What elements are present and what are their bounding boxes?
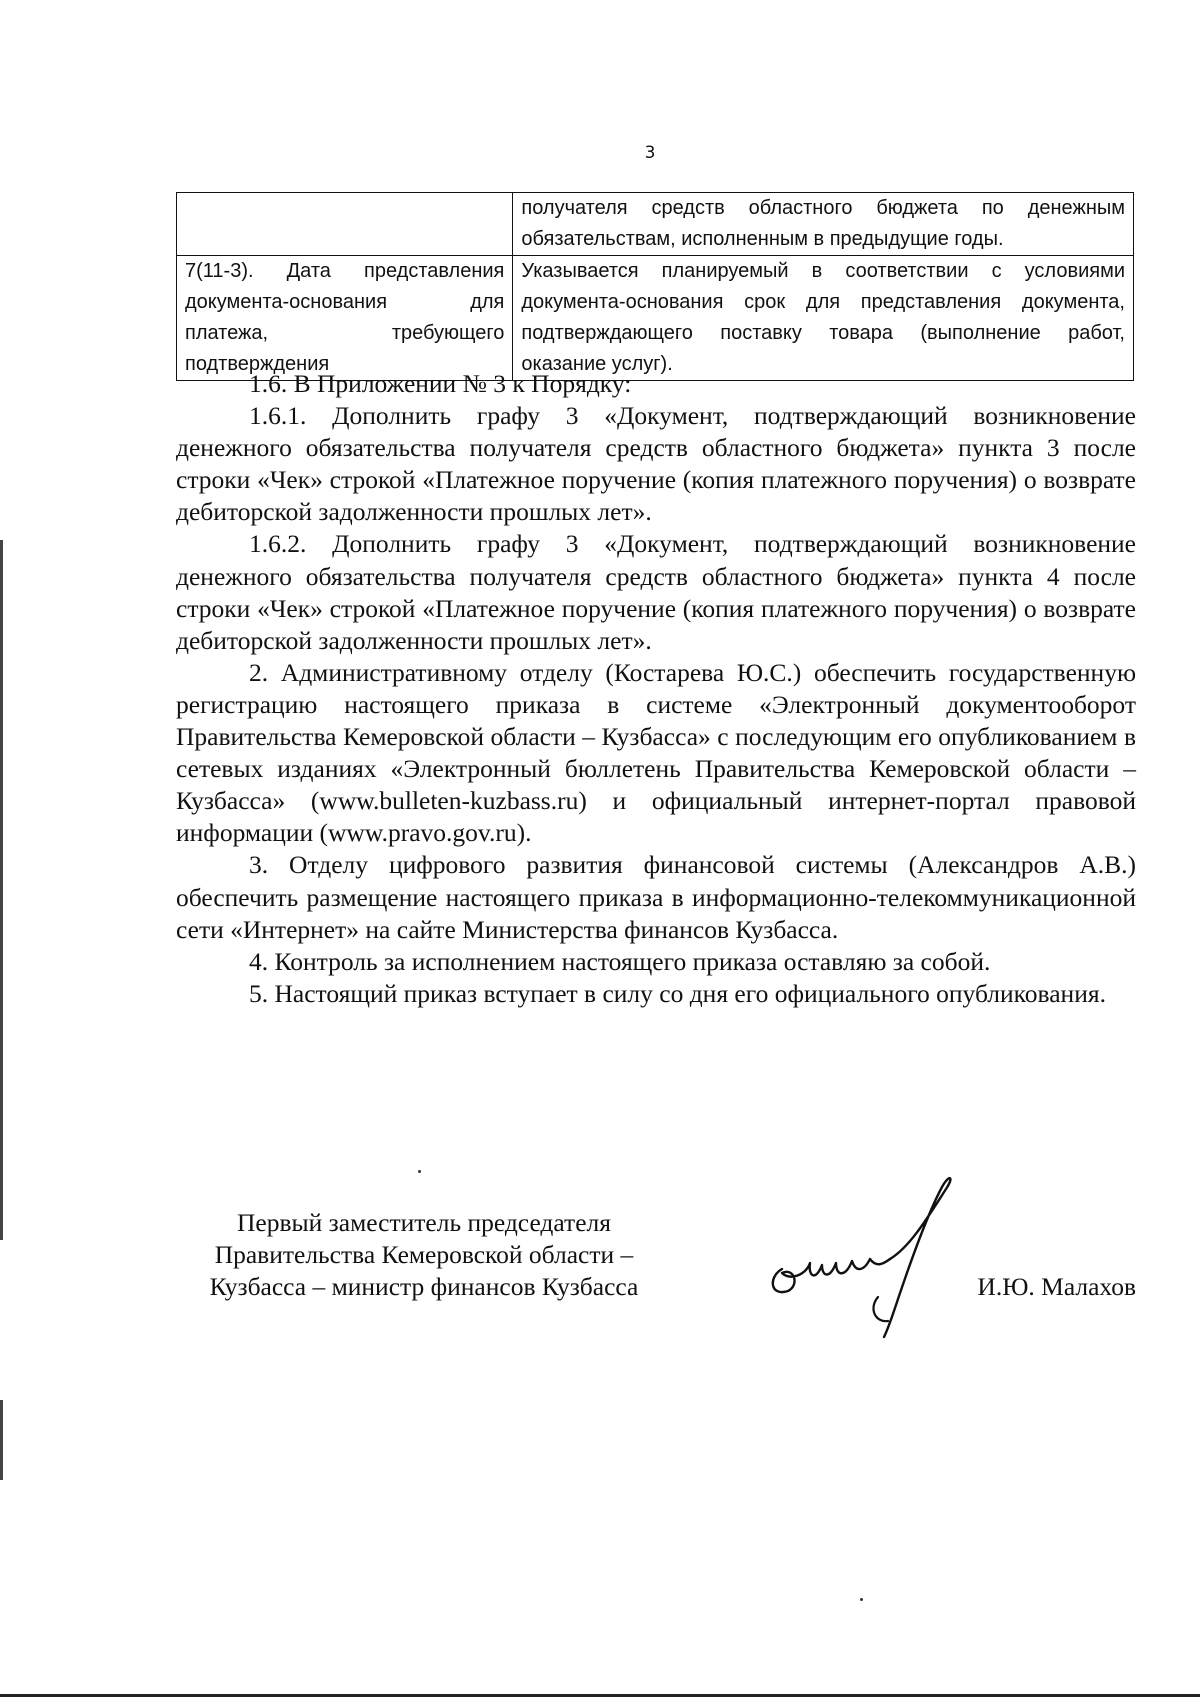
paragraph-5: 5. Настоящий приказ вступает в силу со дня его официального опубликования.: [249, 978, 1106, 1008]
paragraph-1-6: 1.6. В Приложении № 3 к Порядку:: [249, 369, 632, 398]
paragraph-1-6-1: 1.6.1. Дополнить графу 3 «Документ, подтверждающий возникновение денежного обязательства получателя средств областного бюджета» пункта 3 после строки «Чек» строкой «Платежное поручение (копия платежного поручения) о возврате дебиторской задолженности прошлых лет».: [176, 401, 1136, 527]
document-body: [176, 368, 1136, 1010]
paragraph-4: 4. Контроль за исполнением настоящего приказа оставляю за собой.: [249, 946, 991, 976]
signature-block: [176, 1207, 1136, 1347]
signer-position-line: Правительства Кемеровской области –: [214, 1240, 634, 1269]
signer-position: [184, 1207, 664, 1303]
table-row: [177, 256, 1134, 381]
table-cell-description: Указывается планируемый в соответствии с условиями документа-основания срок для представления документа, подтверждающего поставку товара (выполнение работ, оказание услуг).: [513, 256, 1134, 381]
definitions-table: [176, 192, 1134, 381]
scan-edge-artifact: [0, 1400, 3, 1480]
handwritten-signature: [760, 1177, 990, 1347]
table-cell-description: получателя средств областного бюджета по денежным обязательствам, исполненным в предыдущие годы.: [513, 193, 1134, 256]
signer-position-line: Первый заместитель председателя: [237, 1208, 611, 1237]
paragraph-3: 3. Отделу цифрового развития финансовой системы (Александров А.В.) обеспечить размещение настоящего приказа в информационно-телекоммуникационной сети «Интернет» на сайте Министерства финансов Кузбасса.: [176, 850, 1136, 944]
signer-position-line: Кузбасса – министр финансов Кузбасса: [209, 1272, 639, 1301]
table-cell-field: [177, 193, 513, 256]
signer-name: И.Ю. Малахов: [977, 1272, 1136, 1301]
scan-bottom-artifact: [0, 1694, 1200, 1697]
table-row: [177, 193, 1134, 256]
paragraph-1-6-2: 1.6.2. Дополнить графу 3 «Документ, подтверждающий возникновение денежного обязательства получателя средств областного бюджета» пункта 4 после строки «Чек» строкой «Платежное поручение (копия платежного поручения) о возврате дебиторской задолженности прошлых лет».: [176, 529, 1136, 655]
scan-speck: [860, 1598, 863, 1601]
page-number: 3: [644, 143, 656, 163]
table-cell-field: 7(11-3). Дата представления документа-основания для платежа, требующего подтверждения: [177, 256, 513, 381]
scan-edge-artifact: [0, 540, 3, 1240]
paragraph-2: 2. Административному отделу (Костарева Ю.С.) обеспечить государственную регистрацию настоящего приказа в системе «Электронный документооборот Правительства Кемеровской области – Кузбасса» с последующим его опубликованием в сетевых изданиях «Электронный бюллетень Правительства Кемеровской области – Кузбасса» (www.bulleten-kuzbass.ru) и официальный интернет-портал правовой информации (www.pravo.gov.ru).: [176, 657, 1136, 848]
scan-speck: [418, 1170, 421, 1173]
